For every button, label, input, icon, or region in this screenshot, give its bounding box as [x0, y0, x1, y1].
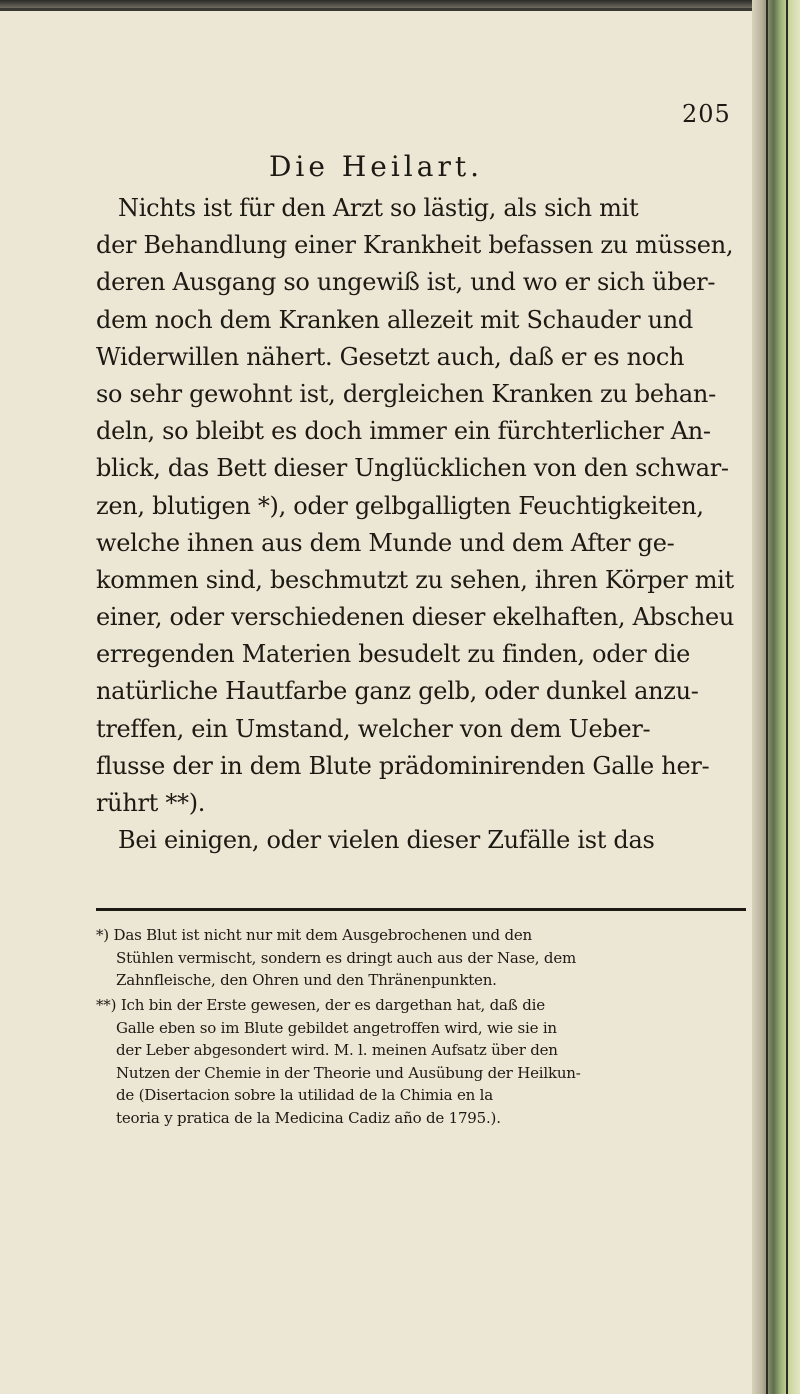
text-line: Widerwillen nähert. Gesetzt auch, daß er es noch	[96, 342, 685, 371]
text-line: Bei einigen, oder vielen dieser Zufälle ist das	[118, 826, 655, 855]
footnote-line: Zahnfleische, den Ohren und den Thränenpunkten.	[116, 971, 497, 989]
text-line: zen, blutigen *), oder gelbgalligten Feuchtigkeiten,	[96, 491, 704, 520]
scan-top-band	[0, 0, 800, 8]
text-line: einer, oder verschiedenen dieser ekelhaften, Abscheu	[96, 603, 735, 632]
footnote-line: **) Ich bin der Erste gewesen, der es dargethan hat, daß die	[96, 996, 545, 1014]
text-line: flusse der in dem Blute prädominirenden Galle her-	[96, 751, 710, 780]
footnote-line: Galle eben so im Blute gebildet angetroffen wird, wie sie in	[116, 1018, 557, 1037]
text-line: deren Ausgang so ungewiß ist, und wo er sich über-	[96, 268, 716, 297]
text-line: natürliche Hautfarbe ganz gelb, oder dunkel anzu-	[96, 677, 699, 706]
footnote-2	[96, 994, 746, 1129]
footnote-line: de (Disertacion sobre la utilidad de la Chimia en la	[116, 1086, 494, 1104]
text-line: der Behandlung einer Krankheit befassen zu müssen,	[96, 231, 734, 260]
book-page-edge	[752, 0, 800, 1394]
text-line: treffen, ein Umstand, welcher von dem Ueber-	[96, 714, 651, 743]
text-line: deln, so bleibt es doch immer ein fürchterlicher An-	[96, 417, 711, 446]
text-line: blick, das Bett dieser Unglücklichen von den schwar-	[96, 454, 729, 483]
text-line: erregenden Materien besudelt zu finden, oder die	[96, 640, 691, 669]
text-line: rührt **).	[96, 789, 206, 817]
text-line: kommen sind, beschmutzt zu sehen, ihren Körper mit	[96, 565, 734, 594]
text-line: welche ihnen aus dem Munde und dem After ge-	[96, 528, 675, 557]
footnote-line: *) Das Blut ist nicht nur mit dem Ausgebrochenen und den	[96, 926, 532, 944]
text-line: Nichts ist für den Arzt so lästig, als sich mit	[118, 194, 639, 222]
section-title: Die Heilart.	[268, 150, 483, 183]
footnote-line: teoria y pratica de la Medicina Cadiz año de 1795.).	[116, 1108, 501, 1127]
footnote-line: Nutzen der Chemie in der Theorie und Ausübung der Heilkun-	[116, 1063, 581, 1082]
page-edge-line	[766, 0, 768, 1394]
footnote-divider	[96, 908, 746, 911]
scan-top-line	[0, 8, 780, 11]
footnote-1	[96, 924, 746, 992]
text-line: so sehr gewohnt ist, dergleichen Kranken zu behan-	[96, 379, 716, 408]
footnote-line: der Leber abgesondert wird. M. l. meinen Aufsatz über den	[116, 1041, 558, 1059]
footnote-line: Stühlen vermischt, sondern es dringt auch aus der Nase, dem	[116, 948, 577, 967]
page-edge-line	[786, 0, 788, 1394]
page-number: 205	[682, 100, 731, 128]
text-line: dem noch dem Kranken allezeit mit Schauder und	[96, 305, 693, 334]
body-text	[96, 190, 748, 859]
